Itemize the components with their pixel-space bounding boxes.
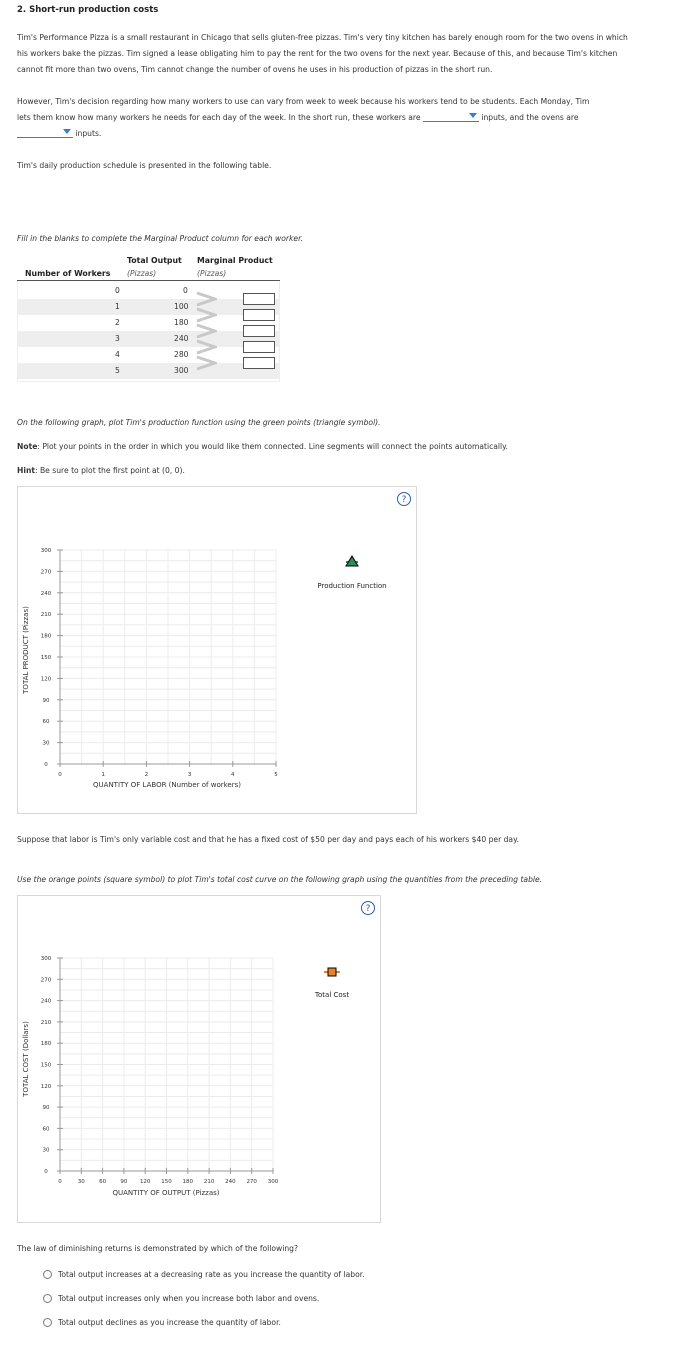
chevron-connector-icon: [195, 323, 217, 339]
option-label[interactable]: Total output declines as you increase the quantity of labor.: [58, 1318, 281, 1327]
y-tick-label: 240: [40, 590, 52, 597]
x-tick-label: 270: [246, 1179, 257, 1185]
chevron-down-icon: [469, 113, 477, 118]
y-tick-label: 120: [40, 676, 52, 683]
x-tick-label: 240: [225, 1179, 236, 1185]
option-label[interactable]: Total output increases at a decreasing rate as you increase the quantity of labor.: [58, 1270, 365, 1279]
help-icon[interactable]: ?: [361, 901, 375, 915]
option-label[interactable]: Total output increases only when you increase both labor and ovens.: [58, 1294, 320, 1303]
x-tick-label: 0: [58, 772, 62, 778]
output-cell: 100: [174, 302, 189, 311]
workers-cell: 4: [115, 350, 120, 359]
mp-input-worker-1[interactable]: [243, 293, 275, 305]
x-tick-label: 4: [231, 772, 235, 778]
y-tick-label: 150: [40, 1062, 52, 1069]
y-tick-label: 60: [42, 719, 50, 726]
cost-text: Suppose that labor is Tim's only variable cost and that he has a fixed cost of $50 per day and pays each of his workers $40 per day.: [17, 835, 519, 844]
y-tick-label: 270: [40, 569, 52, 576]
schedule-text: Tim's daily production schedule is presented in the following table.: [17, 161, 272, 170]
question-text: The law of diminishing returns is demonstrated by which of the following?: [17, 1244, 298, 1253]
workers-cell: 5: [115, 366, 120, 375]
help-icon[interactable]: ?: [397, 492, 411, 506]
chevron-connector-icon: [195, 355, 217, 371]
workers-cell: 0: [115, 286, 120, 295]
workers-cell: 1: [115, 302, 120, 311]
intro-paragraph-2: [17, 94, 632, 142]
x-tick-label: 300: [267, 1179, 279, 1185]
workers-cell: 2: [115, 318, 120, 327]
y-tick-label: 270: [40, 977, 52, 984]
y-tick-label: 240: [40, 998, 52, 1005]
x-tick-label: 1: [101, 772, 105, 778]
mp-input-worker-2[interactable]: [243, 309, 275, 321]
legend-production-function[interactable]: [317, 556, 386, 590]
y-tick-label: 120: [40, 1083, 52, 1090]
y-tick-label: 0: [44, 1169, 48, 1175]
chevron-connector-icon: [195, 339, 217, 355]
note-text: : Plot your points in the order in which you would like them connected. Line segments will connect the points automatically.: [37, 442, 508, 451]
intro-paragraph-1: Tim's Performance Pizza is a small restaurant in Chicago that sells gluten-free pizzas. Tim's very tiny kitchen has barely enough room for the two ovens in which his workers bake the pizzas. Tim signed a lease obligating him to pay the rent for the two ovens for the next year. Because of this, and because Tim's kitchen cannot fit more than two ovens, Tim cannot change the number of ovens he uses in his production of pizzas in the short run.: [17, 33, 628, 74]
y-tick-label: 0: [44, 762, 48, 768]
header-mp: Marginal Product: [197, 256, 273, 265]
graph1-instruction: On the following graph, plot Tim's production function using the green points (triangle symbol).: [17, 418, 381, 427]
mp-input-worker-4[interactable]: [243, 341, 275, 353]
y-tick-label: 90: [42, 1105, 50, 1112]
radio-button[interactable]: [43, 1294, 52, 1303]
note-line: [17, 439, 632, 455]
chevron-connector-icon: [195, 291, 217, 307]
total-cost-graph-panel[interactable]: [17, 895, 381, 1223]
y-tick-label: 30: [42, 1147, 50, 1154]
header-mp-sub: (Pizzas): [197, 269, 227, 278]
x-tick-label: 90: [120, 1179, 128, 1185]
table-row: [17, 331, 280, 347]
x-tick-label: 180: [182, 1179, 194, 1185]
table-row: [17, 363, 280, 379]
intro-p2-b: lets them know how many workers he needs for each day of the week. In the short run, these workers are: [17, 113, 421, 122]
y-tick-label: 300: [40, 548, 52, 554]
production-graph[interactable]: [18, 487, 416, 813]
total-cost-graph[interactable]: [18, 896, 380, 1222]
y-tick-label: 150: [40, 655, 52, 661]
x-tick-label: 0: [58, 1179, 62, 1185]
intro-p2-a: However, Tim's decision regarding how many workers to use can vary from week to week because his workers tend to be students. Each Monday, Tim: [17, 97, 590, 106]
y-tick-label: 90: [42, 697, 50, 704]
y-tick-label: 210: [40, 612, 52, 619]
table-row: [17, 299, 280, 315]
x-axis-label: QUANTITY OF OUTPUT (Pizzas): [112, 1189, 220, 1197]
intro-p2-c: inputs, and the ovens are: [481, 113, 579, 122]
legend-label: Total Cost: [314, 991, 350, 999]
x-axis-label: QUANTITY OF LABOR (Number of workers): [93, 781, 241, 789]
fixed-input-dropdown[interactable]: [17, 127, 73, 138]
y-tick-label: 210: [40, 1019, 52, 1026]
legend-label: Production Function: [317, 582, 387, 590]
hint-text: : Be sure to plot the first point at (0, 0).: [35, 466, 185, 475]
mp-input-worker-3[interactable]: [243, 325, 275, 337]
variable-input-dropdown[interactable]: [423, 111, 479, 122]
x-tick-label: 120: [139, 1179, 151, 1185]
x-tick-label: 3: [187, 772, 192, 778]
square-icon[interactable]: [328, 968, 336, 976]
mp-input-worker-5[interactable]: [243, 357, 275, 369]
radio-button[interactable]: [43, 1270, 52, 1279]
x-tick-label: 210: [203, 1179, 215, 1185]
workers-cell: 3: [115, 334, 120, 343]
x-tick-label: 2: [144, 772, 149, 778]
y-tick-label: 180: [40, 1041, 52, 1048]
y-tick-label: 180: [40, 633, 52, 640]
y-tick-label: 300: [40, 956, 52, 962]
intro-p2-d: inputs.: [75, 129, 102, 138]
y-tick-label: 60: [42, 1126, 50, 1133]
output-cell: 280: [174, 350, 189, 359]
section-title: 2. Short-run production costs: [17, 5, 159, 15]
table-row: [17, 283, 280, 299]
output-cell: 0: [183, 286, 188, 295]
header-output-sub: (Pizzas): [127, 269, 157, 278]
chevron-down-icon: [63, 129, 71, 134]
production-graph-panel[interactable]: [17, 486, 417, 814]
hint-line: [17, 463, 632, 479]
x-tick-label: 150: [161, 1179, 172, 1185]
legend-total-cost[interactable]: [314, 968, 349, 999]
header-output: Total Output: [127, 256, 182, 265]
y-axis-label: TOTAL PRODUCT (Pizzas): [22, 606, 30, 694]
output-cell: 300: [174, 366, 189, 375]
x-tick-label: 5: [274, 772, 278, 778]
hint-label: Hint: [17, 466, 35, 475]
y-tick-label: 30: [42, 740, 50, 747]
header-workers: Number of Workers: [25, 269, 111, 278]
y-axis-label: TOTAL COST (Dollars): [22, 1021, 30, 1097]
note-label: Note: [17, 442, 38, 451]
fill-instruction: Fill in the blanks to complete the Marginal Product column for each worker.: [17, 234, 303, 243]
output-cell: 240: [174, 334, 189, 343]
production-table: [17, 252, 280, 382]
table-row: [17, 347, 280, 363]
chevron-connector-icon: [195, 307, 217, 323]
radio-button[interactable]: [43, 1318, 52, 1327]
graph2-instruction: Use the orange points (square symbol) to plot Tim's total cost curve on the following graph using the quantities from the preceding table.: [17, 875, 543, 884]
table-row: [17, 315, 280, 331]
x-tick-label: 30: [77, 1179, 85, 1185]
output-cell: 180: [174, 318, 189, 327]
x-tick-label: 60: [99, 1179, 107, 1185]
